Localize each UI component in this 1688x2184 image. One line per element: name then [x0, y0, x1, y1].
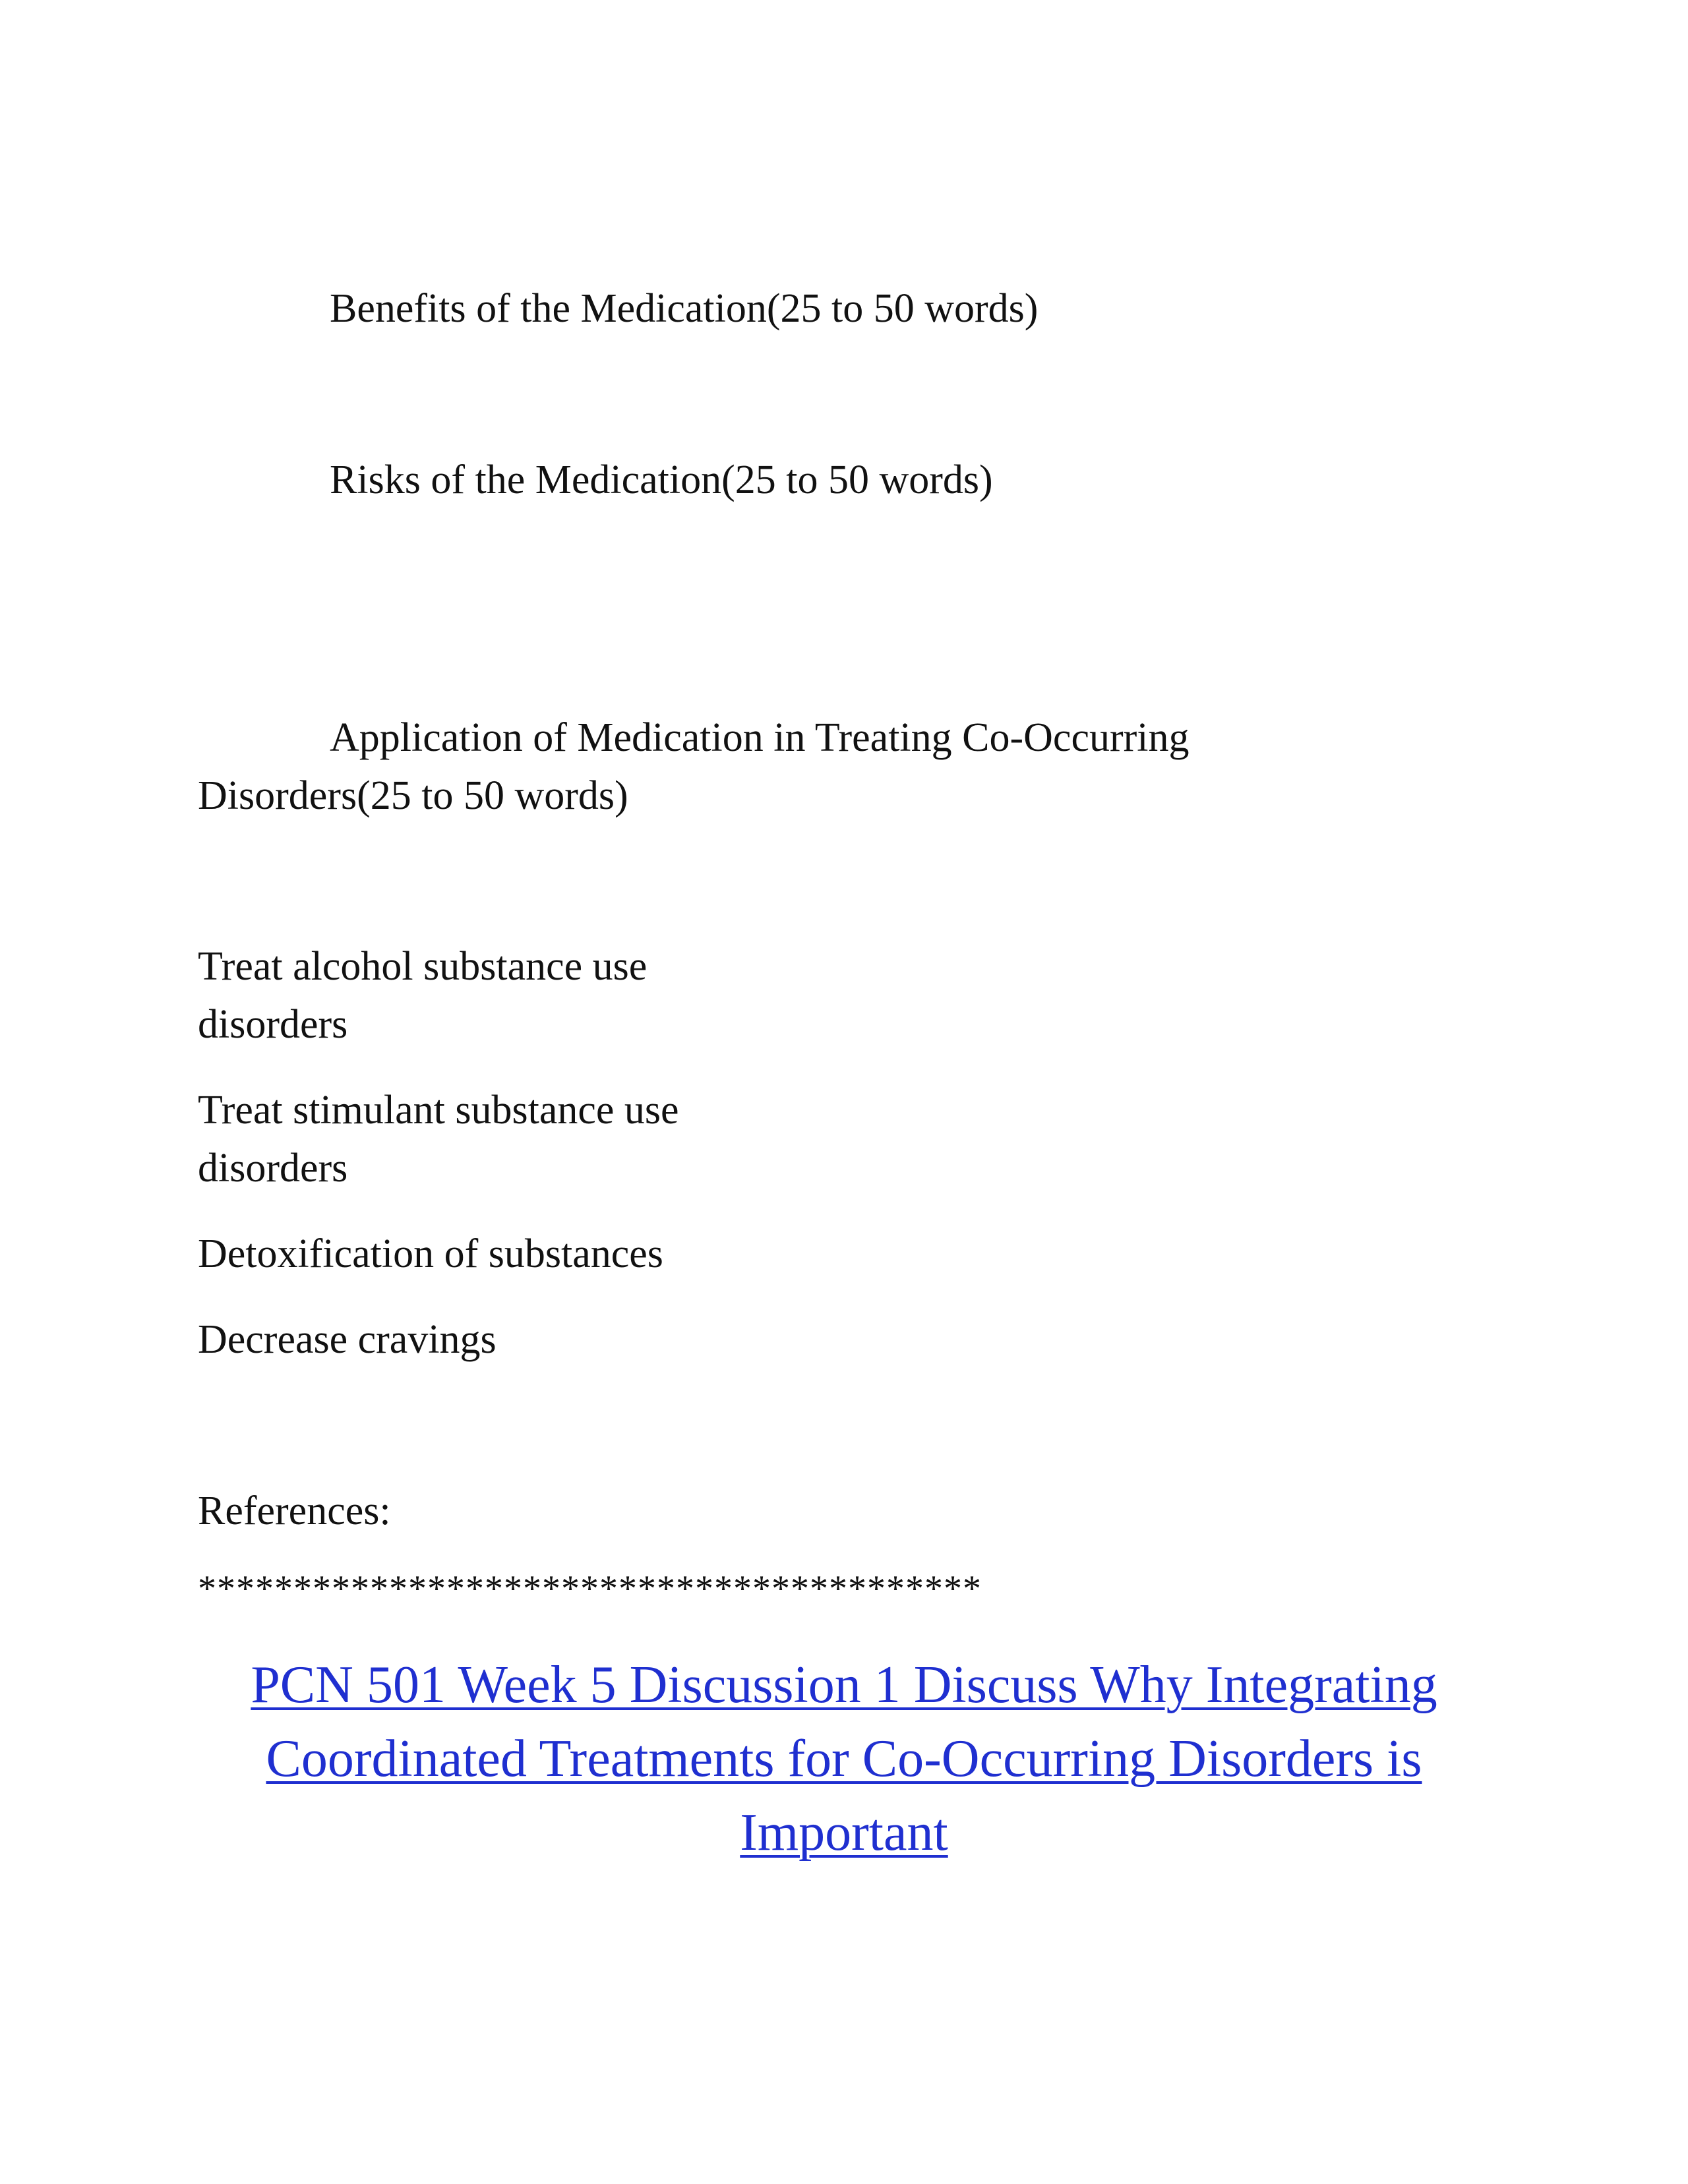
- discussion-link-line3[interactable]: Important: [740, 1804, 948, 1862]
- references-label: References:: [198, 1489, 391, 1533]
- discussion-link-line2[interactable]: Coordinated Treatments for Co-Occurring Disorders is: [266, 1730, 1422, 1788]
- list-item-alcohol-line1: Treat alcohol substance use: [198, 944, 648, 989]
- list-item-alcohol-line2: disorders: [198, 1002, 348, 1047]
- list-item-cravings: Decrease cravings: [198, 1317, 497, 1362]
- heading-risks: Risks of the Medication(25 to 50 words): [330, 457, 993, 502]
- list-item-detoxification: Detoxification of substances: [198, 1231, 663, 1276]
- heading-application-line2: Disorders(25 to 50 words): [198, 773, 628, 818]
- list-item-stimulant-line2: disorders: [198, 1146, 348, 1191]
- discussion-link-line1[interactable]: PCN 501 Week 5 Discussion 1 Discuss Why Integrating: [251, 1656, 1437, 1714]
- list-item-stimulant-line1: Treat stimulant substance use: [198, 1088, 679, 1133]
- heading-benefits: Benefits of the Medication(25 to 50 words): [330, 286, 1039, 331]
- heading-application-line1: Application of Medication in Treating Co-Occurring: [330, 715, 1190, 760]
- discussion-link-block: [0, 1648, 1688, 1870]
- asterisk-separator: *****************************************: [198, 1568, 982, 1609]
